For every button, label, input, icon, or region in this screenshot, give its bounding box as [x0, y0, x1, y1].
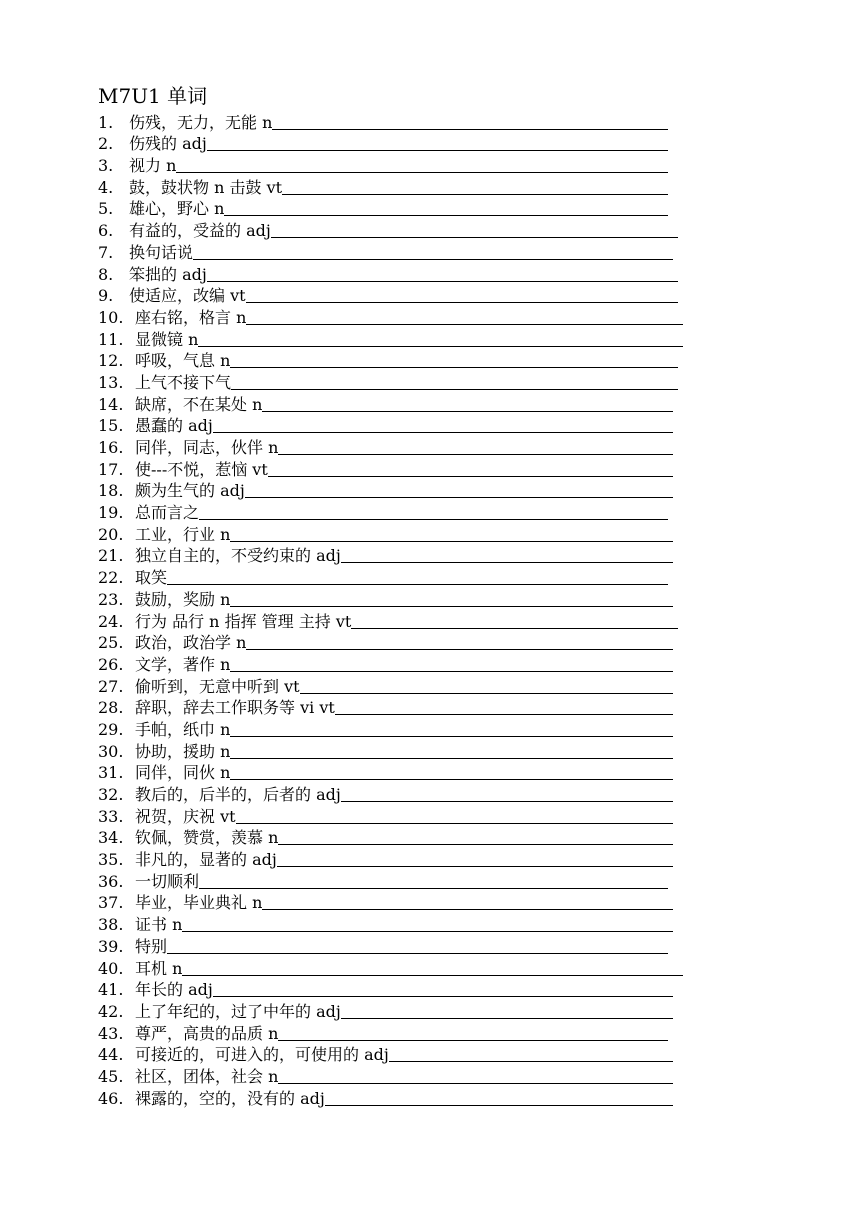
item-prompt: 颇为生气的 adj: [135, 481, 245, 501]
vocab-item: [98, 696, 683, 718]
vocab-item: [98, 1086, 683, 1108]
vocab-item: [98, 544, 683, 566]
item-prompt: 呼吸，气息 n: [135, 351, 231, 371]
item-prompt: 年长的 adj: [135, 980, 213, 1000]
item-prompt: 换句话说: [129, 242, 194, 262]
answer-blank-line[interactable]: [207, 150, 668, 151]
item-prompt: 上了年纪的，过了中年的 adj: [135, 1001, 341, 1021]
item-number: 29.: [98, 719, 124, 739]
vocab-item: [98, 869, 683, 891]
item-number: 23.: [98, 589, 124, 609]
item-prompt: 非凡的，显著的 adj: [135, 850, 277, 870]
item-prompt: 伤残的 adj: [129, 134, 207, 154]
answer-blank-line[interactable]: [351, 628, 678, 629]
item-prompt: 教后的，后半的，后者的 adj: [135, 785, 341, 804]
answer-blank-line[interactable]: [213, 996, 673, 997]
answer-blank-line[interactable]: [341, 562, 673, 563]
vocab-item: [98, 435, 683, 457]
item-prompt: 笨拙的 adj: [129, 264, 207, 284]
vocab-item: [98, 847, 683, 869]
vocab-item: [98, 349, 683, 371]
answer-blank-line[interactable]: [335, 714, 673, 715]
vocab-item: [98, 457, 683, 479]
item-prompt: 政治，政治学 n: [135, 633, 247, 653]
vocab-item: [98, 978, 683, 1000]
item-number: 41.: [98, 980, 124, 1000]
item-number: 34.: [98, 828, 124, 848]
item-prompt: 证书 n: [135, 915, 183, 935]
vocabulary-list: [98, 110, 683, 1108]
vocab-item: [98, 826, 683, 848]
vocab-item: [98, 565, 683, 587]
vocab-item: [98, 522, 683, 544]
vocab-item: [98, 609, 683, 631]
vocab-item: [98, 934, 683, 956]
item-number: 36.: [98, 871, 124, 891]
item-number: 32.: [98, 785, 124, 804]
item-number: 18.: [98, 481, 124, 501]
item-number: 27.: [98, 676, 124, 696]
item-number: 25.: [98, 633, 124, 653]
vocab-item: [98, 674, 683, 696]
answer-blank-line[interactable]: [246, 324, 683, 325]
item-prompt: 一切顺利: [135, 871, 200, 891]
item-number: 46.: [98, 1088, 124, 1108]
answer-blank-line[interactable]: [389, 1061, 673, 1062]
answer-blank-line[interactable]: [278, 454, 673, 455]
item-number: 16.: [98, 438, 124, 457]
item-number: 5.: [98, 199, 114, 219]
answer-blank-line[interactable]: [167, 953, 668, 954]
vocab-item: [98, 197, 683, 219]
vocab-item: [98, 631, 683, 653]
answer-blank-line[interactable]: [230, 758, 673, 759]
vocab-item: [98, 891, 683, 913]
item-number: 14.: [98, 394, 124, 414]
vocab-item: [98, 739, 683, 761]
answer-blank-line[interactable]: [224, 215, 668, 216]
answer-blank-line[interactable]: [193, 259, 673, 260]
answer-blank-line[interactable]: [176, 172, 668, 173]
item-number: 3.: [98, 156, 114, 176]
item-number: 15.: [98, 416, 124, 436]
page-title: M7U1 单词: [98, 84, 208, 108]
item-number: 45.: [98, 1066, 124, 1086]
item-number: 22.: [98, 568, 124, 588]
answer-blank-line[interactable]: [230, 671, 673, 672]
item-number: 39.: [98, 936, 124, 956]
item-number: 7.: [98, 242, 114, 262]
answer-blank-line[interactable]: [246, 649, 673, 650]
item-number: 6.: [98, 221, 114, 241]
answer-blank-line[interactable]: [230, 367, 678, 368]
answer-blank-line[interactable]: [236, 823, 673, 824]
item-prompt: 偷听到，无意中听到 vt: [135, 676, 300, 696]
answer-blank-line[interactable]: [272, 129, 668, 130]
item-number: 21.: [98, 546, 124, 566]
item-number: 19.: [98, 503, 124, 523]
item-number: 8.: [98, 264, 114, 284]
answer-blank-line[interactable]: [167, 584, 668, 585]
item-prompt: 显微镜 n: [135, 329, 199, 349]
answer-blank-line[interactable]: [213, 432, 673, 433]
vocab-item: [98, 305, 683, 327]
answer-blank-line[interactable]: [182, 975, 683, 976]
item-prompt: 愚蠢的 adj: [135, 416, 213, 436]
vocab-item: [98, 587, 683, 609]
item-number: 35.: [98, 850, 124, 870]
item-prompt: 缺席，不在某处 n: [135, 394, 263, 414]
answer-blank-line[interactable]: [341, 1018, 673, 1019]
vocab-item: [98, 262, 683, 284]
item-prompt: 鼓，鼓状物 n 击鼓 vt: [129, 177, 283, 197]
item-prompt: 取笑: [135, 568, 168, 588]
item-number: 44.: [98, 1045, 124, 1065]
vocab-item: [98, 1021, 683, 1043]
item-number: 28.: [98, 698, 124, 718]
item-number: 12.: [98, 351, 124, 371]
item-number: 9.: [98, 286, 114, 306]
item-number: 31.: [98, 763, 124, 783]
vocab-item: [98, 175, 683, 197]
answer-blank-line[interactable]: [277, 866, 673, 867]
item-number: 40.: [98, 958, 124, 978]
item-prompt: 使适应，改编 vt: [129, 286, 246, 306]
answer-blank-line[interactable]: [262, 909, 673, 910]
item-number: 38.: [98, 915, 124, 935]
answer-blank-line[interactable]: [207, 281, 678, 282]
vocab-item: [98, 479, 683, 501]
vocab-item: [98, 392, 683, 414]
answer-blank-line[interactable]: [262, 411, 673, 412]
answer-blank-line[interactable]: [199, 888, 668, 889]
vocab-item: [98, 804, 683, 826]
vocab-item: [98, 717, 683, 739]
item-prompt: 视力 n: [129, 156, 177, 176]
vocab-item: [98, 110, 683, 132]
item-number: 13.: [98, 372, 124, 392]
vocab-item: [98, 782, 683, 804]
item-prompt: 社区，团体，社会 n: [135, 1066, 279, 1086]
answer-blank-line[interactable]: [282, 194, 668, 195]
item-prompt: 伤残，无力，无能 n: [129, 112, 273, 132]
vocab-item: [98, 1064, 683, 1086]
answer-blank-line[interactable]: [246, 302, 678, 303]
item-prompt: 祝贺，庆祝 vt: [135, 806, 236, 826]
vocab-item: [98, 153, 683, 175]
answer-blank-line[interactable]: [230, 541, 673, 542]
vocab-item: [98, 1043, 683, 1065]
answer-blank-line[interactable]: [300, 693, 673, 694]
item-number: 20.: [98, 524, 124, 544]
item-prompt: 协助，援助 n: [135, 741, 231, 761]
answer-blank-line[interactable]: [278, 844, 673, 845]
item-prompt: 行为 品行 n 指挥 管理 主持 vt: [135, 611, 352, 631]
vocab-item: [98, 240, 683, 262]
item-prompt: 同伴，同志，伙伴 n: [135, 438, 279, 457]
vocab-item: [98, 327, 683, 349]
vocab-item: [98, 652, 683, 674]
item-prompt: 钦佩，赞赏，羡慕 n: [135, 828, 279, 848]
answer-blank-line[interactable]: [230, 606, 673, 607]
item-prompt: 可接近的，可进入的，可使用的 adj: [135, 1045, 389, 1065]
answer-blank-line[interactable]: [245, 497, 673, 498]
item-prompt: 特别: [135, 936, 168, 956]
item-prompt: 独立自主的，不受约束的 adj: [135, 546, 341, 566]
item-number: 10.: [98, 307, 124, 327]
answer-blank-line[interactable]: [341, 801, 673, 802]
vocab-item: [98, 370, 683, 392]
item-number: 43.: [98, 1023, 124, 1043]
vocab-item: [98, 761, 683, 783]
answer-blank-line[interactable]: [199, 519, 668, 520]
vocab-item: [98, 912, 683, 934]
item-number: 17.: [98, 459, 124, 479]
item-prompt: 毕业，毕业典礼 n: [135, 893, 263, 913]
item-prompt: 鼓励，奖励 n: [135, 589, 231, 609]
item-prompt: 同伴，同伙 n: [135, 763, 231, 783]
item-number: 11.: [98, 329, 124, 349]
item-prompt: 辞职，辞去工作职务等 vi vt: [135, 698, 335, 718]
item-number: 1.: [98, 112, 114, 132]
item-prompt: 雄心，野心 n: [129, 199, 225, 219]
vocab-item: [98, 218, 683, 240]
answer-blank-line[interactable]: [325, 1105, 673, 1106]
answer-blank-line[interactable]: [271, 237, 678, 238]
item-prompt: 裸露的，空的，没有的 adj: [135, 1088, 325, 1108]
vocab-item: [98, 414, 683, 436]
item-prompt: 尊严，高贵的品质 n: [135, 1023, 279, 1043]
vocab-item: [98, 132, 683, 154]
item-number: 30.: [98, 741, 124, 761]
answer-blank-line[interactable]: [198, 346, 683, 347]
item-prompt: 文学，著作 n: [135, 654, 231, 674]
item-number: 37.: [98, 893, 124, 913]
item-prompt: 使---不悦，惹恼 vt: [135, 459, 268, 479]
item-prompt: 总而言之: [135, 503, 200, 523]
item-number: 33.: [98, 806, 124, 826]
item-number: 2.: [98, 134, 114, 154]
vocab-item: [98, 284, 683, 306]
item-prompt: 耳机 n: [135, 958, 183, 978]
answer-blank-line[interactable]: [268, 476, 673, 477]
item-prompt: 有益的，受益的 adj: [129, 221, 271, 241]
item-number: 42.: [98, 1001, 124, 1021]
item-prompt: 座右铭，格言 n: [135, 307, 247, 327]
answer-blank-line[interactable]: [231, 389, 678, 390]
item-prompt: 上气不接下气: [135, 372, 232, 392]
answer-blank-line[interactable]: [278, 1040, 668, 1041]
answer-blank-line[interactable]: [230, 736, 673, 737]
vocab-item: [98, 500, 683, 522]
item-number: 4.: [98, 177, 114, 197]
item-number: 26.: [98, 654, 124, 674]
vocab-item: [98, 956, 683, 978]
answer-blank-line[interactable]: [230, 779, 673, 780]
vocab-item: [98, 999, 683, 1021]
item-prompt: 工业，行业 n: [135, 524, 231, 544]
answer-blank-line[interactable]: [278, 1083, 673, 1084]
item-number: 24.: [98, 611, 124, 631]
answer-blank-line[interactable]: [182, 931, 673, 932]
item-prompt: 手帕，纸巾 n: [135, 719, 231, 739]
